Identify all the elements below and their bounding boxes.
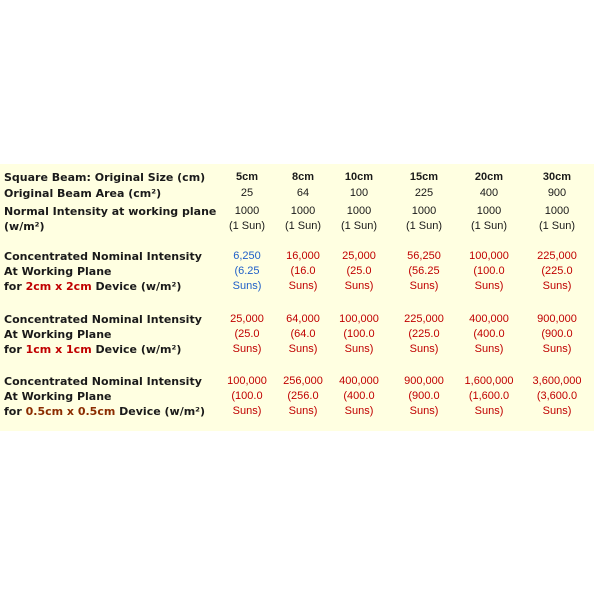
normal-value: 1000 (1 Sun) <box>284 205 322 232</box>
size-header: 30cm <box>542 171 572 183</box>
beam-size-label: Square Beam: Original Size (cm) <box>4 171 206 184</box>
conc-05cm-value: 100,000 (100.0 Suns) <box>227 375 267 417</box>
conc-1cm-label: Concentrated Nominal Intensity At Working Plane for 1cm x 1cm Device (w/m²) <box>4 313 202 356</box>
normal-intensity-label: Normal Intensity at working plane <box>4 205 217 218</box>
area-label: Original Beam Area (cm²) <box>4 187 162 200</box>
conc-05cm-value: 3,600,000 (3,600.0 Suns) <box>532 375 582 417</box>
conc-1cm-value: 400,000 (400.0 Suns) <box>469 313 509 355</box>
conc-2cm-value: 225,000 (225.0 Suns) <box>537 250 577 292</box>
conc-1cm-value: 225,000 (225.0 Suns) <box>404 313 444 355</box>
intensity-table <box>0 164 594 431</box>
conc-1cm-value: 100,000 (100.0 Suns) <box>339 313 379 355</box>
conc-2cm-value: 6,250 (6.25 Suns) <box>232 250 262 292</box>
normal-value: 1000 (1 Sun) <box>228 205 266 232</box>
area-value: 64 <box>296 187 310 199</box>
conc-2cm-value: 16,000 (16.0 Suns) <box>286 250 320 292</box>
area-value: 100 <box>349 187 369 199</box>
normal-value: 1000 (1 Sun) <box>340 205 378 232</box>
normal-value: 1000 (1 Sun) <box>470 205 508 232</box>
conc-1cm-value: 25,000 (25.0 Suns) <box>230 313 264 355</box>
conc-1cm-value: 900,000 (900.0 Suns) <box>537 313 577 355</box>
size-header: 5cm <box>235 171 259 183</box>
size-header: 10cm <box>344 171 374 183</box>
conc-05cm-value: 900,000 (900.0 Suns) <box>404 375 444 417</box>
normal-value: 1000 (1 Sun) <box>405 205 443 232</box>
area-value: 400 <box>479 187 499 199</box>
area-value: 25 <box>240 187 254 199</box>
conc-05cm-value: 400,000 (400.0 Suns) <box>339 375 379 417</box>
area-value: 900 <box>547 187 567 199</box>
normal-value: 1000 (1 Sun) <box>538 205 576 232</box>
size-header: 8cm <box>291 171 315 183</box>
size-header: 15cm <box>409 171 439 183</box>
conc-05cm-label: Concentrated Nominal Intensity At Working Plane for 0.5cm x 0.5cm Device (w/m²) <box>4 375 206 418</box>
size-header: 20cm <box>474 171 504 183</box>
normal-intensity-unit: (w/m²) <box>4 220 45 233</box>
conc-1cm-value: 64,000 (64.0 Suns) <box>286 313 320 355</box>
area-value: 225 <box>414 187 434 199</box>
conc-2cm-value: 25,000 (25.0 Suns) <box>342 250 376 292</box>
conc-05cm-value: 1,600,000 (1,600.0 Suns) <box>464 375 514 417</box>
conc-2cm-value: 56,250 (56.25 Suns) <box>407 250 441 292</box>
conc-05cm-value: 256,000 (256.0 Suns) <box>283 375 323 417</box>
conc-2cm-value: 100,000 (100.0 Suns) <box>469 250 509 292</box>
conc-2cm-label: Concentrated Nominal Intensity At Working Plane for 2cm x 2cm Device (w/m²) <box>4 250 202 293</box>
